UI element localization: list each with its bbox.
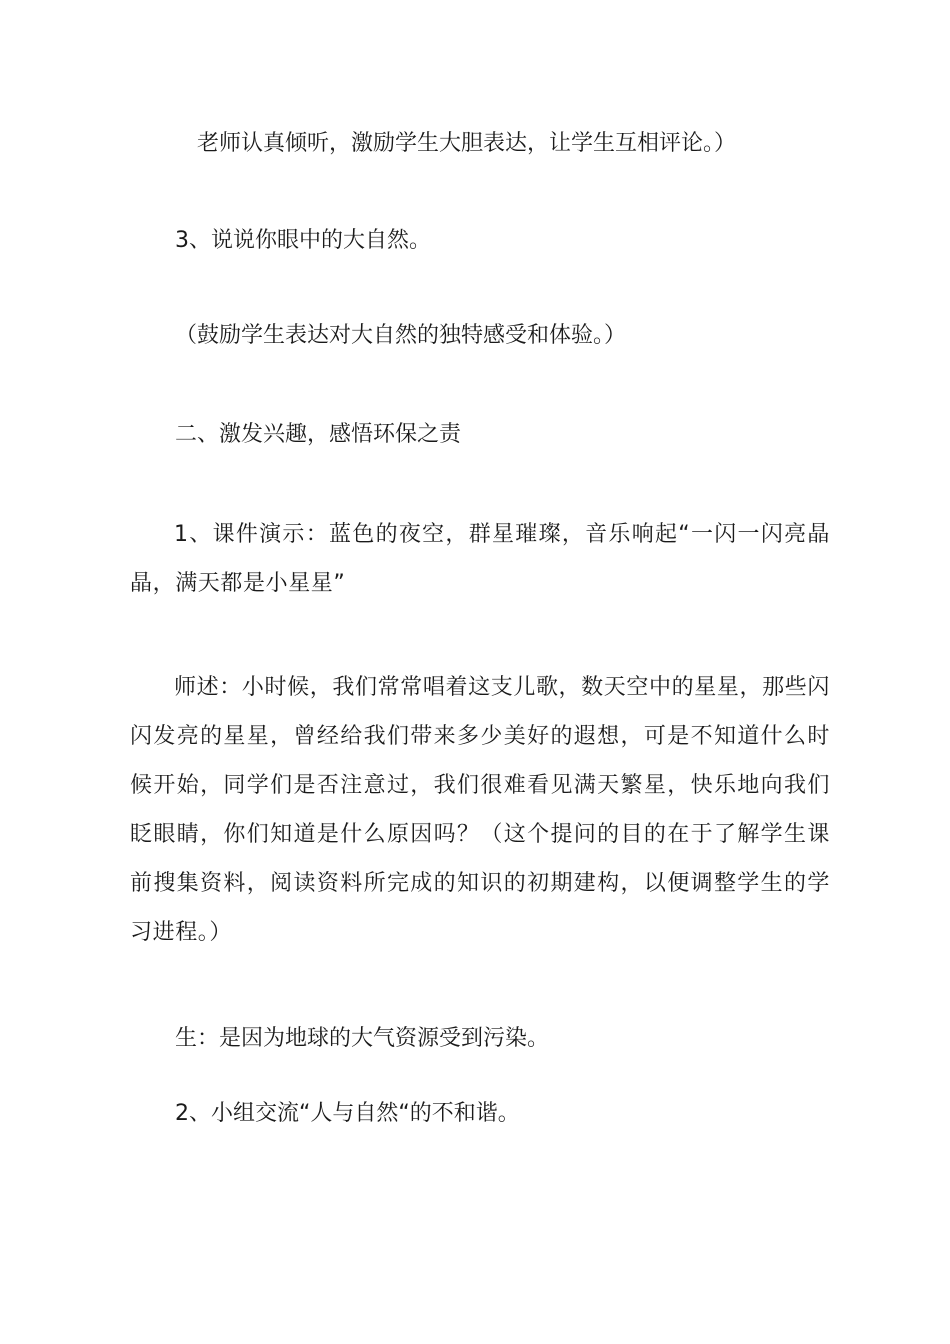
paragraph-teacher-narration: 师述：小时候，我们常常唱着这支儿歌，数天空中的星星，那些闪闪发亮的星星，曾经给我们带来多少美好的遐想，可是不知道什么时候开始，同学们是否注意过，我们很难看见满天繁星，快乐地向我们眨眼睛，你们知道是什么原因吗？（这个提问的目的在于了解学生课前搜集资料，阅读资料所完成的知识的初期建构，以便调整学生的学习进程。） [130,675,830,945]
paragraph-teacher-listening: 老师认真倾听，激励学生大胆表达，让学生互相评论。） [197,131,737,156]
paragraph-student-answer: 生：是因为地球的大气资源受到污染。 [175,1026,550,1051]
paragraph-courseware-demo: 1、课件演示：蓝色的夜空，群星璀璨，音乐响起“一闪一闪亮晶晶，满天都是小星星” [130,522,830,596]
section-heading-two: 二、激发兴趣，感悟环保之责 [175,422,462,447]
paragraph-group-discussion: 2、小组交流“人与自然“的不和谐。 [175,1101,520,1126]
paragraph-item-3: 3、说说你眼中的大自然。 [175,228,431,253]
paragraph-encourage-note: （鼓励学生表达对大自然的独特感受和体验。） [175,323,627,348]
